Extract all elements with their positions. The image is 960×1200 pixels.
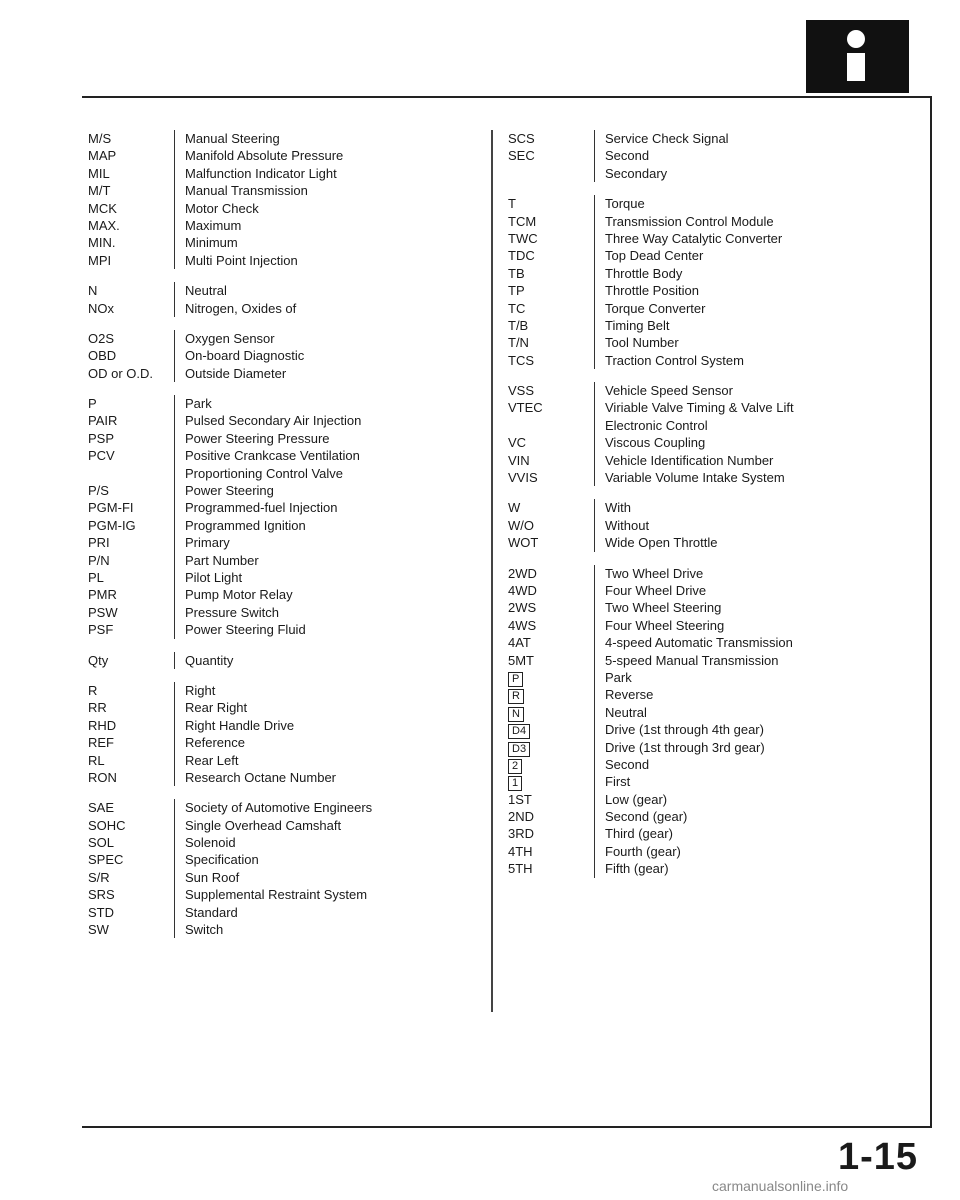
abbreviation-row <box>88 904 488 921</box>
abbreviation-row <box>508 686 928 703</box>
abbreviation-group <box>88 682 488 786</box>
abbreviation-definition: Manifold Absolute Pressure <box>174 147 488 164</box>
abbreviation-row <box>88 165 488 182</box>
abbreviation-definition: Rear Right <box>174 699 488 716</box>
abbreviation-list-right <box>508 130 928 891</box>
abbreviation-row <box>88 586 488 603</box>
abbreviation-row <box>88 447 488 464</box>
abbreviation-term: PRI <box>88 535 110 551</box>
abbreviation-definition: Pilot Light <box>174 569 488 586</box>
abbreviation-definition: Right Handle Drive <box>174 717 488 734</box>
abbreviation-row <box>88 465 488 482</box>
abbreviation-row <box>508 582 928 599</box>
abbreviation-term: PL <box>88 569 104 585</box>
abbreviation-term: SRS <box>88 887 115 903</box>
abbreviation-definition: Viscous Coupling <box>594 434 928 451</box>
abbreviation-row <box>88 517 488 534</box>
abbreviation-row <box>88 799 488 816</box>
abbreviation-term: RON <box>88 769 117 785</box>
abbreviation-term: M/S <box>88 131 112 146</box>
abbreviation-row <box>508 452 928 469</box>
abbreviation-row <box>88 182 488 199</box>
abbreviation-row <box>508 860 928 877</box>
abbreviation-row <box>88 817 488 834</box>
abbreviation-term: 3RD <box>508 826 535 842</box>
abbreviation-term: W <box>508 500 521 516</box>
abbreviation-group <box>88 395 488 638</box>
abbreviation-definition: Viriable Valve Timing & Valve Lift <box>594 399 928 416</box>
abbreviation-definition: Park <box>594 669 928 686</box>
abbreviation-definition: Reverse <box>594 686 928 703</box>
abbreviation-term: SEC <box>508 148 535 164</box>
abbreviation-term: SOHC <box>88 817 126 833</box>
abbreviation-group <box>508 499 928 551</box>
abbreviation-definition: Reference <box>174 734 488 751</box>
abbreviation-definition: Motor Check <box>174 200 488 217</box>
abbreviation-term: MAP <box>88 148 117 164</box>
abbreviation-row <box>88 552 488 569</box>
abbreviation-row <box>508 247 928 264</box>
abbreviation-definition: Oxygen Sensor <box>174 330 488 347</box>
abbreviation-row <box>88 921 488 938</box>
abbreviation-definition: Secondary <box>594 165 928 182</box>
abbreviation-row <box>508 756 928 773</box>
abbreviation-definition: Neutral <box>174 282 488 299</box>
abbreviation-group <box>88 130 488 269</box>
abbreviation-row <box>508 704 928 721</box>
abbreviation-definition: Vehicle Identification Number <box>594 452 928 469</box>
abbreviation-row <box>508 282 928 299</box>
abbreviation-row <box>88 395 488 412</box>
abbreviation-term: 2ND <box>508 809 535 825</box>
abbreviation-definition: Specification <box>174 851 488 868</box>
abbreviation-row <box>88 834 488 851</box>
abbreviation-definition: Three Way Catalytic Converter <box>594 230 928 247</box>
abbreviation-definition: Second (gear) <box>594 808 928 825</box>
abbreviation-row <box>88 412 488 429</box>
abbreviation-row <box>508 434 928 451</box>
abbreviation-definition: Primary <box>174 534 488 551</box>
abbreviation-term: WOT <box>508 535 539 551</box>
abbreviation-row <box>88 430 488 447</box>
abbreviation-row <box>508 399 928 416</box>
abbreviation-definition: Torque <box>594 195 928 212</box>
abbreviation-definition: Variable Volume Intake System <box>594 469 928 486</box>
abbreviation-term: 4WS <box>508 617 537 633</box>
abbreviation-definition: Programmed Ignition <box>174 517 488 534</box>
abbreviation-term: VTEC <box>508 400 543 416</box>
abbreviation-definition: Fourth (gear) <box>594 843 928 860</box>
abbreviation-definition: Multi Point Injection <box>174 252 488 269</box>
abbreviation-definition: Fifth (gear) <box>594 860 928 877</box>
abbreviation-row <box>508 265 928 282</box>
abbreviation-definition: Two Wheel Steering <box>594 599 928 616</box>
abbreviation-term: PAIR <box>88 413 118 429</box>
shift-position-box: R <box>508 689 524 704</box>
abbreviation-definition: Power Steering <box>174 482 488 499</box>
abbreviation-row <box>508 534 928 551</box>
abbreviation-row <box>508 617 928 634</box>
abbreviation-term: P/S <box>88 483 109 499</box>
abbreviation-definition: Neutral <box>594 704 928 721</box>
abbreviation-term: 4AT <box>508 635 531 651</box>
abbreviation-definition: Drive (1st through 4th gear) <box>594 721 928 738</box>
abbreviation-definition: Minimum <box>174 234 488 251</box>
abbreviation-term: M/T <box>88 183 111 199</box>
abbreviation-group <box>88 652 488 669</box>
abbreviation-definition: Second <box>594 147 928 164</box>
abbreviation-definition: Vehicle Speed Sensor <box>594 382 928 399</box>
abbreviation-row <box>508 230 928 247</box>
abbreviation-definition: Park <box>174 395 488 412</box>
abbreviation-term: SCS <box>508 131 535 146</box>
abbreviation-definition: Low (gear) <box>594 791 928 808</box>
abbreviation-term <box>508 739 594 756</box>
info-icon-dot <box>847 30 865 48</box>
abbreviation-term: SW <box>88 922 109 938</box>
abbreviation-term: 2WD <box>508 565 537 581</box>
abbreviation-row <box>88 147 488 164</box>
abbreviation-row <box>88 234 488 251</box>
abbreviation-term: PSW <box>88 604 118 620</box>
abbreviation-term: S/R <box>88 869 110 885</box>
abbreviation-term: VSS <box>508 383 535 399</box>
abbreviation-term: TC <box>508 300 526 316</box>
abbreviation-definition: Single Overhead Camshaft <box>174 817 488 834</box>
abbreviation-term: MAX. <box>88 217 120 233</box>
abbreviation-term: NOx <box>88 300 114 316</box>
abbreviation-group <box>508 565 928 878</box>
shift-position-box: N <box>508 707 524 722</box>
abbreviation-row <box>508 195 928 212</box>
abbreviation-row <box>88 482 488 499</box>
abbreviation-term: MIL <box>88 165 110 181</box>
abbreviation-definition: Part Number <box>174 552 488 569</box>
abbreviation-definition: Transmission Control Module <box>594 213 928 230</box>
abbreviation-row <box>508 825 928 842</box>
abbreviation-group <box>88 799 488 938</box>
abbreviation-definition: Nitrogen, Oxides of <box>174 300 488 317</box>
abbreviation-definition: Research Octane Number <box>174 769 488 786</box>
abbreviation-row <box>88 769 488 786</box>
abbreviation-row <box>88 604 488 621</box>
abbreviation-definition: First <box>594 773 928 790</box>
abbreviation-row <box>88 534 488 551</box>
abbreviation-row <box>508 499 928 516</box>
abbreviation-term: TCM <box>508 213 537 229</box>
abbreviation-row <box>508 652 928 669</box>
abbreviation-term: TP <box>508 283 525 299</box>
abbreviation-definition: 5-speed Manual Transmission <box>594 652 928 669</box>
abbreviation-definition: Outside Diameter <box>174 365 488 382</box>
abbreviation-definition: On-board Diagnostic <box>174 347 488 364</box>
abbreviation-definition: Solenoid <box>174 834 488 851</box>
abbreviation-row <box>88 282 488 299</box>
abbreviation-row <box>88 717 488 734</box>
abbreviation-row <box>508 721 928 738</box>
abbreviation-definition: Right <box>174 682 488 699</box>
abbreviation-definition: Sun Roof <box>174 869 488 886</box>
abbreviation-row <box>508 669 928 686</box>
abbreviation-term: SAE <box>88 800 115 816</box>
abbreviation-row <box>88 347 488 364</box>
abbreviation-term: TDC <box>508 248 535 264</box>
abbreviation-row <box>508 382 928 399</box>
abbreviation-term: TB <box>508 265 525 281</box>
watermark: carmanualsonline.info <box>712 1178 849 1194</box>
abbreviation-definition: Electronic Control <box>594 417 928 434</box>
abbreviation-definition: Switch <box>174 921 488 938</box>
shift-position-box: P <box>508 672 523 687</box>
abbreviation-definition: 4-speed Automatic Transmission <box>594 634 928 651</box>
abbreviation-definition: Standard <box>174 904 488 921</box>
abbreviation-row <box>508 130 928 147</box>
abbreviation-row <box>508 352 928 369</box>
abbreviation-term <box>508 669 594 686</box>
abbreviation-definition: Supplemental Restraint System <box>174 886 488 903</box>
abbreviation-definition: Pulsed Secondary Air Injection <box>174 412 488 429</box>
abbreviation-term <box>508 756 594 773</box>
abbreviation-row <box>508 739 928 756</box>
abbreviation-definition: Manual Transmission <box>174 182 488 199</box>
abbreviation-row <box>508 317 928 334</box>
abbreviation-term: T <box>508 196 516 212</box>
abbreviation-definition: Programmed-fuel Injection <box>174 499 488 516</box>
abbreviation-definition: Throttle Body <box>594 265 928 282</box>
abbreviation-definition: Torque Converter <box>594 300 928 317</box>
abbreviation-definition: Four Wheel Drive <box>594 582 928 599</box>
abbreviation-row <box>508 843 928 860</box>
abbreviation-term: PGM-IG <box>88 517 136 533</box>
column-divider <box>491 130 493 1012</box>
abbreviation-row <box>88 130 488 147</box>
abbreviation-row <box>508 599 928 616</box>
abbreviation-term: 5TH <box>508 861 533 877</box>
abbreviation-term: OBD <box>88 348 117 364</box>
abbreviation-term: R <box>88 682 98 698</box>
abbreviation-row <box>508 565 928 582</box>
abbreviation-row <box>508 213 928 230</box>
abbreviation-definition: Pump Motor Relay <box>174 586 488 603</box>
abbreviation-definition: Manual Steering <box>174 130 488 147</box>
abbreviation-term <box>88 465 174 482</box>
abbreviation-term: P/N <box>88 552 110 568</box>
abbreviation-term: MCK <box>88 200 117 216</box>
abbreviation-row <box>88 569 488 586</box>
abbreviation-row <box>508 791 928 808</box>
shift-position-box: D4 <box>508 724 530 739</box>
abbreviation-group <box>508 382 928 486</box>
abbreviation-definition: Four Wheel Steering <box>594 617 928 634</box>
abbreviation-row <box>88 330 488 347</box>
abbreviation-row <box>88 851 488 868</box>
abbreviation-definition: Throttle Position <box>594 282 928 299</box>
abbreviation-term: N <box>88 283 98 299</box>
abbreviation-row <box>88 365 488 382</box>
abbreviation-row <box>88 252 488 269</box>
abbreviation-row <box>88 652 488 669</box>
abbreviation-definition: Second <box>594 756 928 773</box>
abbreviation-term: OD or O.D. <box>88 365 154 381</box>
top-rule <box>82 96 932 98</box>
abbreviation-row <box>508 147 928 164</box>
abbreviation-term: PGM-FI <box>88 500 134 516</box>
abbreviation-group <box>88 282 488 317</box>
abbreviation-row <box>88 217 488 234</box>
abbreviation-row <box>508 300 928 317</box>
abbreviation-row <box>88 621 488 638</box>
abbreviation-term: RR <box>88 700 107 716</box>
abbreviation-term: TWC <box>508 230 538 246</box>
abbreviation-term <box>508 165 594 182</box>
abbreviation-term: PCV <box>88 448 115 464</box>
abbreviation-definition: Proportioning Control Valve <box>174 465 488 482</box>
abbreviation-term: 4TH <box>508 843 533 859</box>
abbreviation-term: T/N <box>508 335 529 351</box>
abbreviation-term: PMR <box>88 587 117 603</box>
abbreviation-group <box>88 330 488 382</box>
abbreviation-definition: Service Check Signal <box>594 130 928 147</box>
abbreviation-term: RHD <box>88 717 117 733</box>
abbreviation-term <box>508 773 594 790</box>
abbreviation-row <box>508 773 928 790</box>
abbreviation-definition: Wide Open Throttle <box>594 534 928 551</box>
abbreviation-definition: Society of Automotive Engineers <box>174 799 488 816</box>
abbreviation-term: SPEC <box>88 852 124 868</box>
abbreviation-definition: Two Wheel Drive <box>594 565 928 582</box>
abbreviation-group <box>508 195 928 369</box>
abbreviation-term <box>508 704 594 721</box>
abbreviation-row <box>508 165 928 182</box>
abbreviation-definition: Timing Belt <box>594 317 928 334</box>
abbreviation-definition: Malfunction Indicator Light <box>174 165 488 182</box>
abbreviation-row <box>508 417 928 434</box>
abbreviation-term: Qty <box>88 652 109 668</box>
abbreviation-term: VVIS <box>508 470 538 486</box>
abbreviation-term: TCS <box>508 352 534 368</box>
abbreviation-term: P <box>88 396 97 412</box>
abbreviation-term: VC <box>508 435 527 451</box>
abbreviation-term: SOL <box>88 835 115 851</box>
right-rule <box>930 96 932 1126</box>
abbreviation-term: 5MT <box>508 652 534 668</box>
abbreviation-term: MIN. <box>88 235 116 251</box>
abbreviation-row <box>508 517 928 534</box>
page-number: 1-15 <box>838 1136 919 1178</box>
abbreviation-definition: Tool Number <box>594 334 928 351</box>
abbreviation-row <box>508 634 928 651</box>
abbreviation-definition: Quantity <box>174 652 488 669</box>
abbreviation-definition: Without <box>594 517 928 534</box>
abbreviation-term: REF <box>88 735 114 751</box>
abbreviation-term: VIN <box>508 452 530 468</box>
abbreviation-definition: Pressure Switch <box>174 604 488 621</box>
abbreviation-row <box>88 734 488 751</box>
abbreviation-list-left <box>88 130 488 951</box>
abbreviation-definition: Third (gear) <box>594 825 928 842</box>
abbreviation-definition: With <box>594 499 928 516</box>
info-icon-stem <box>847 53 865 81</box>
abbreviation-term: W/O <box>508 517 534 533</box>
abbreviation-term: MPI <box>88 252 112 268</box>
abbreviation-definition: Drive (1st through 3rd gear) <box>594 739 928 756</box>
abbreviation-term: STD <box>88 904 114 920</box>
abbreviation-term: PSF <box>88 622 114 638</box>
abbreviation-row <box>88 682 488 699</box>
abbreviation-term <box>508 417 594 434</box>
abbreviation-row <box>508 469 928 486</box>
abbreviation-term: O2S <box>88 330 115 346</box>
abbreviation-term <box>508 721 594 738</box>
abbreviation-definition: Traction Control System <box>594 352 928 369</box>
shift-position-box: D3 <box>508 742 530 757</box>
abbreviation-row <box>88 886 488 903</box>
bottom-rule <box>82 1126 932 1128</box>
abbreviation-row <box>88 752 488 769</box>
abbreviation-row <box>88 499 488 516</box>
abbreviation-row <box>88 200 488 217</box>
abbreviation-term: RL <box>88 752 105 768</box>
abbreviation-row <box>88 300 488 317</box>
abbreviation-definition: Top Dead Center <box>594 247 928 264</box>
abbreviation-term: 1ST <box>508 791 532 807</box>
abbreviation-row <box>88 869 488 886</box>
abbreviation-definition: Positive Crankcase Ventilation <box>174 447 488 464</box>
abbreviation-group <box>508 130 928 182</box>
shift-position-box: 2 <box>508 759 522 774</box>
abbreviation-definition: Rear Left <box>174 752 488 769</box>
shift-position-box: 1 <box>508 776 522 791</box>
abbreviation-term: 2WS <box>508 600 537 616</box>
abbreviation-term <box>508 686 594 703</box>
abbreviation-row <box>508 808 928 825</box>
info-icon <box>806 20 909 93</box>
abbreviation-term: T/B <box>508 317 529 333</box>
abbreviation-row <box>508 334 928 351</box>
abbreviation-row <box>88 699 488 716</box>
abbreviation-definition: Power Steering Fluid <box>174 621 488 638</box>
abbreviation-term: PSP <box>88 430 115 446</box>
abbreviation-definition: Power Steering Pressure <box>174 430 488 447</box>
abbreviation-definition: Maximum <box>174 217 488 234</box>
abbreviation-term: 4WD <box>508 582 537 598</box>
